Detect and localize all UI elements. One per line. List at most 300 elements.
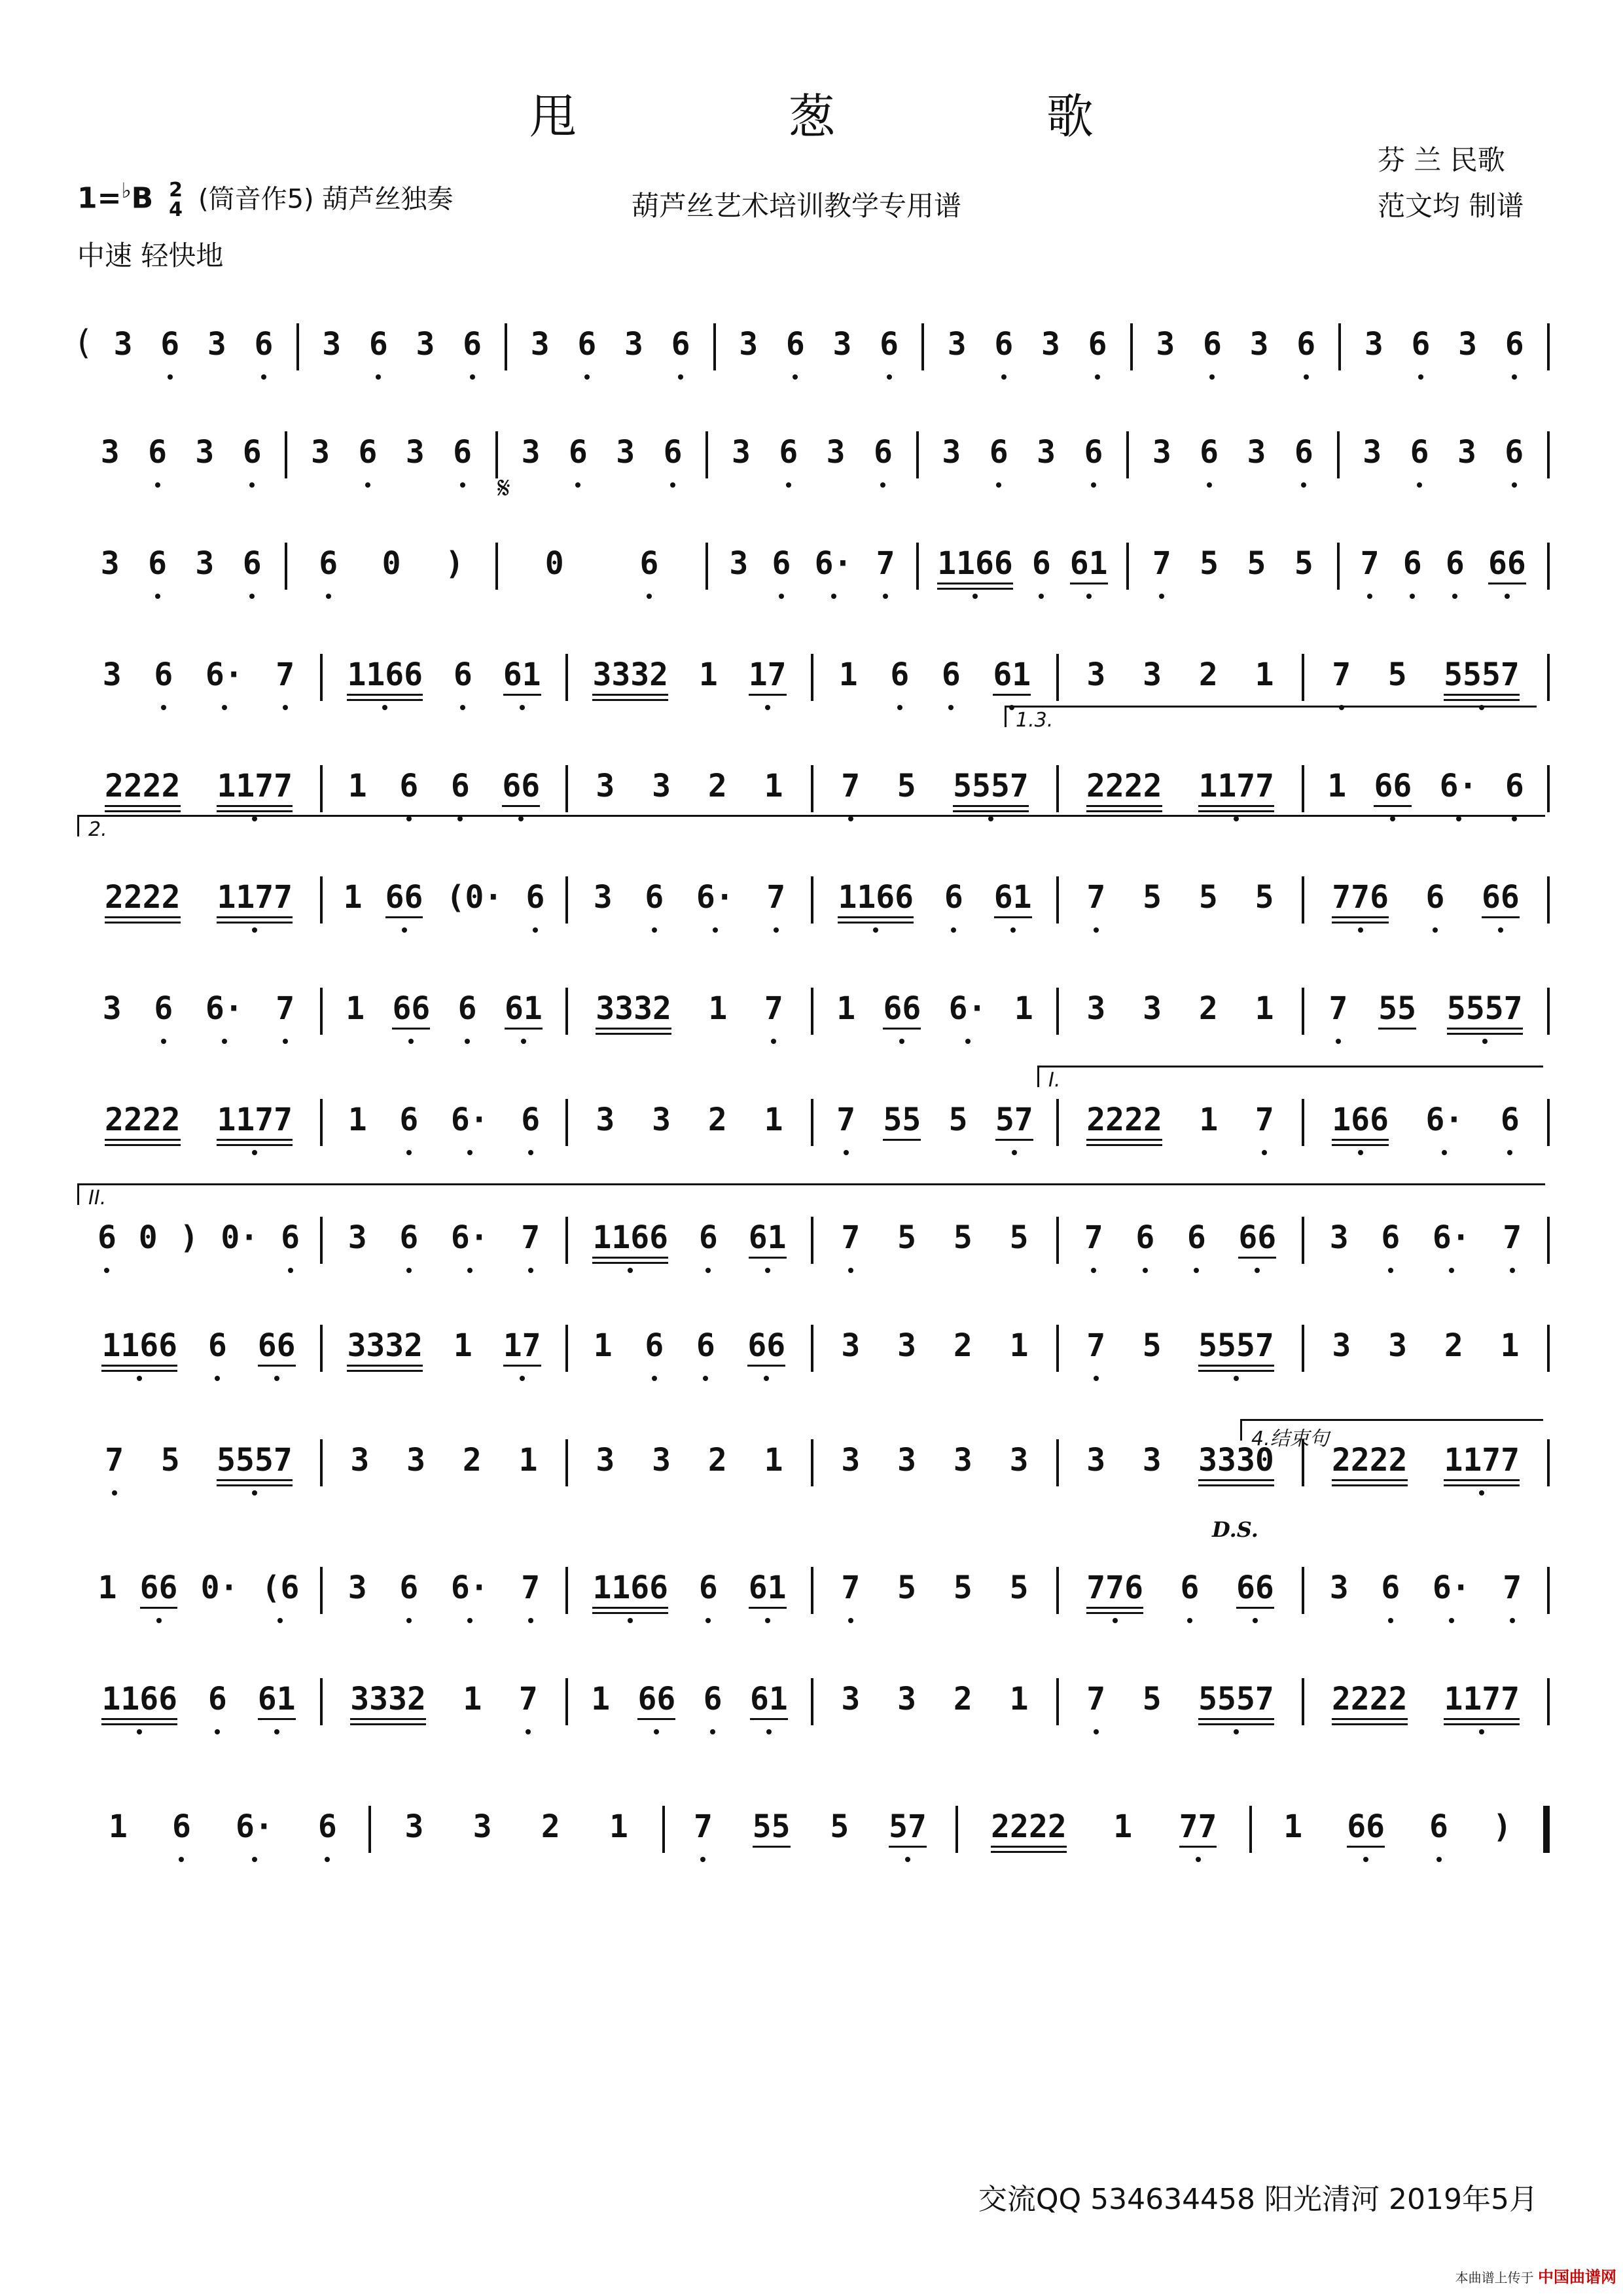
note-group: 3: [1247, 434, 1266, 471]
note-group: 66: [1347, 1808, 1385, 1862]
note-group: 6: [664, 434, 683, 488]
measure: [77, 1538, 320, 1623]
note-group: 7: [1503, 1219, 1522, 1273]
note-group: 6: [451, 768, 470, 821]
note-group: 61: [1070, 545, 1108, 599]
note-group: 3: [416, 326, 435, 363]
note-group: 66: [1482, 879, 1520, 933]
note-group: 6: [577, 326, 596, 380]
key-flat: ♭: [121, 178, 132, 203]
note-group: 6: [154, 990, 173, 1044]
note-group: 1: [346, 990, 365, 1027]
measure: [813, 1649, 1056, 1734]
note-group: 3: [1143, 990, 1162, 1027]
measure: [813, 1538, 1056, 1623]
measure: [813, 1070, 1056, 1155]
measure: [568, 1296, 811, 1381]
note-group: 7: [1086, 1327, 1105, 1381]
note-group: 6·: [1433, 1219, 1471, 1273]
note-group: 1: [764, 1442, 783, 1479]
measure: [813, 1296, 1056, 1381]
time-numerator: 2: [169, 178, 183, 202]
measure: [498, 514, 705, 599]
note-group: 3: [1249, 326, 1269, 363]
note-group: 77: [1179, 1808, 1217, 1862]
note-group: 1: [838, 656, 858, 693]
measure: [77, 403, 285, 488]
note-group: 7: [841, 1219, 860, 1273]
note-group: 61: [749, 1570, 787, 1623]
segno-mark: 𝄋: [497, 470, 510, 505]
note-group: 17: [749, 656, 787, 710]
note-group: 6: [1501, 1102, 1520, 1155]
note-group: 6·: [451, 1219, 489, 1273]
note-group: 3: [1332, 1327, 1351, 1364]
note-group: 61: [994, 879, 1032, 933]
measure: [568, 625, 811, 710]
note-group: 66: [1236, 1570, 1274, 1623]
note-group: 6: [148, 434, 167, 488]
note-group: 1177: [1198, 768, 1274, 821]
note-group: 17: [503, 1327, 541, 1381]
note-group: 3: [102, 656, 122, 693]
note-group: 55: [883, 1102, 921, 1155]
note-group: 3: [624, 326, 643, 363]
note-group: 776: [1332, 879, 1389, 933]
note-group: 5: [830, 1808, 849, 1845]
measure: [77, 848, 320, 933]
note-group: 6·: [205, 656, 243, 710]
note-group: 6: [942, 656, 961, 710]
note-group: 3: [832, 326, 852, 363]
note-group: 3: [897, 1681, 917, 1717]
note-group: 3330: [1198, 1442, 1274, 1496]
note-group: 1: [1255, 656, 1274, 693]
note-group: 66: [1374, 768, 1412, 821]
note-group: 3: [593, 879, 613, 916]
volta-4-label: 4.结束句: [1251, 1427, 1329, 1450]
score-line: [77, 723, 1550, 821]
note-group: 7: [1255, 1102, 1274, 1155]
arranger: 范文均 制谱: [1378, 190, 1524, 222]
note-group: 6: [458, 990, 477, 1044]
note-group: 1: [708, 990, 728, 1027]
note-group: 6: [399, 1219, 418, 1273]
note-group: 7: [766, 879, 785, 933]
measure: [1059, 1296, 1302, 1381]
note-group: 3: [731, 434, 751, 471]
note-group: 3: [897, 1442, 917, 1479]
time-denominator: 4: [169, 198, 183, 221]
measure: [919, 403, 1126, 488]
note-group: 6: [1187, 1219, 1206, 1273]
note-group: 3332: [350, 1681, 426, 1734]
volta-1-3: [1005, 706, 1537, 732]
note-group: 1: [98, 1570, 117, 1606]
note-group: 3: [1041, 326, 1060, 363]
note-group: 7: [521, 1570, 540, 1623]
note-group: 6·: [451, 1102, 489, 1155]
note-group: 1: [1009, 1681, 1029, 1717]
measure: [323, 1538, 565, 1623]
note-group: 0: [138, 1219, 158, 1256]
measure: [568, 848, 811, 933]
measure: [1252, 1777, 1543, 1862]
note-group: 3: [953, 1442, 972, 1479]
ds-mark: D.S.: [1212, 1517, 1258, 1542]
measure: [507, 295, 713, 380]
score-line: [77, 1636, 1550, 1734]
note-group: 1166: [592, 1570, 668, 1623]
note-group: (6: [262, 1570, 300, 1623]
note-group: 1166: [101, 1681, 177, 1734]
note-group: 61: [503, 656, 541, 710]
barline: [1547, 543, 1550, 590]
note-group: 6·: [205, 990, 243, 1044]
volta-I-label: I.: [1048, 1069, 1061, 1092]
note-group: 6: [255, 326, 274, 380]
note-group: 5557: [1198, 1327, 1274, 1381]
measure: [568, 1649, 811, 1734]
note-group: 1: [1014, 990, 1033, 1027]
volta-I: [1037, 1066, 1543, 1092]
note-group: 5: [160, 1442, 180, 1479]
measure: [568, 1070, 811, 1155]
note-group: 3: [521, 434, 541, 471]
note-group: 66: [385, 879, 423, 933]
note-group: 6: [639, 545, 658, 599]
note-group: 61: [750, 1681, 788, 1734]
note-group: 2222: [105, 768, 181, 821]
measure: [813, 848, 1056, 933]
note-group: 2: [707, 1442, 727, 1479]
note-group: 6: [671, 326, 690, 380]
note-group: 57: [889, 1808, 927, 1862]
note-group: 6: [160, 326, 179, 380]
note-group: 7: [276, 656, 294, 710]
note-group: 3: [841, 1681, 861, 1717]
measure: [813, 1410, 1056, 1496]
measure: [568, 1410, 811, 1496]
note-group: 5: [1200, 545, 1219, 582]
measure: [1059, 736, 1302, 821]
note-group: 3: [1363, 434, 1382, 471]
measure: [958, 1777, 1249, 1862]
note-group: 1: [593, 1327, 613, 1364]
barline: [1547, 654, 1550, 701]
note-group: 5557: [1198, 1681, 1274, 1734]
measure: [1304, 1538, 1547, 1623]
note-group: 1: [453, 1327, 473, 1364]
note-group: 3: [311, 434, 330, 471]
note-group: 6: [454, 656, 473, 710]
barline: [1547, 323, 1550, 370]
note-group: 3: [100, 434, 120, 471]
note-group: 6: [1088, 326, 1107, 380]
note-group: 3: [473, 1808, 492, 1845]
note-group: 1166: [937, 545, 1013, 599]
note-group: 3: [1458, 326, 1477, 363]
measure: [1340, 514, 1547, 599]
note-group: 6: [645, 1327, 664, 1381]
note-group: 7: [1361, 545, 1380, 599]
measure: [323, 625, 565, 710]
note-group: ): [445, 545, 465, 582]
note-group: (0·: [446, 879, 503, 916]
note-group: 3: [841, 1327, 861, 1364]
note-group: 1: [1113, 1808, 1133, 1845]
note-group: 2: [707, 768, 727, 804]
note-group: 1: [609, 1808, 628, 1845]
note-group: 2: [462, 1442, 482, 1479]
note-group: 1: [1500, 1327, 1520, 1364]
note-group: 7: [841, 1570, 860, 1623]
note-group: 61: [993, 656, 1031, 710]
note-group: 3332: [596, 990, 671, 1044]
note-group: 6: [1426, 879, 1445, 933]
volta-1-3-label: 1.3.: [1016, 709, 1054, 732]
note-group: 0: [544, 545, 564, 582]
note-group: 3: [530, 326, 550, 363]
note-group: 5557: [1444, 656, 1520, 710]
note-group: 6: [281, 1219, 300, 1273]
note-group: 0·: [200, 1570, 239, 1606]
measure: [323, 959, 565, 1044]
note-group: 7: [1084, 1219, 1103, 1273]
note-group: 6: [358, 434, 377, 488]
measure: [1304, 736, 1547, 821]
volta-II: [77, 1183, 1545, 1210]
note-group: 3: [348, 1219, 367, 1256]
measure: [287, 403, 495, 488]
measure: [568, 1538, 811, 1623]
note-group: 6: [1032, 545, 1051, 599]
note-group: 5: [1142, 1327, 1162, 1364]
measure: [323, 1410, 565, 1496]
note-group: 3: [652, 768, 671, 804]
note-group: 1: [1283, 1808, 1303, 1845]
note-group: 1177: [217, 879, 293, 933]
note-group: 6: [154, 656, 173, 710]
note-group: 776: [1086, 1570, 1143, 1623]
note-group: 5: [897, 1219, 917, 1256]
note-group: 3: [195, 545, 215, 582]
volta-2: [77, 815, 1545, 841]
note-group: 7: [521, 1219, 540, 1273]
volta-4: [1240, 1419, 1543, 1450]
note-group: 66: [637, 1681, 675, 1734]
note-group: 3: [826, 434, 846, 471]
note-group: 3: [1329, 1219, 1349, 1256]
note-group: 1: [109, 1808, 128, 1845]
note-group: 61: [749, 1219, 787, 1273]
note-group: 6: [399, 1102, 418, 1155]
score-line: [77, 834, 1550, 933]
note-group: 6: [779, 434, 798, 488]
measure: [1059, 1538, 1302, 1623]
note-group: 3: [405, 434, 425, 471]
note-group: 6: [1403, 545, 1422, 599]
note-group: 3: [652, 1442, 671, 1479]
note-group: 3: [1152, 434, 1171, 471]
score-line: [77, 281, 1550, 380]
note-group: 5: [897, 768, 916, 804]
note-group: 5: [953, 1570, 972, 1606]
note-group: 6: [453, 434, 472, 488]
barline: [1547, 1217, 1550, 1264]
volta-2-label: 2.: [88, 818, 107, 841]
note-group: 6: [463, 326, 482, 380]
measure: [323, 848, 565, 933]
measure: [77, 1649, 320, 1734]
barline: [1547, 431, 1550, 478]
note-group: 6·: [1433, 1570, 1471, 1623]
note-group: 5: [1142, 1681, 1162, 1717]
note-group: 6: [696, 1327, 715, 1381]
footer-credit: 交流QQ 534634458 阳光清河 2019年5月: [978, 2183, 1538, 2216]
note-group: 3: [1457, 434, 1476, 471]
measure: [1059, 625, 1302, 710]
measure: [498, 403, 705, 488]
note-group: 2: [953, 1681, 972, 1717]
note-group: 6: [369, 326, 388, 380]
note-group: 66: [1238, 1219, 1276, 1273]
note-group: 6: [786, 326, 805, 380]
barline: [1547, 876, 1550, 924]
note-group: 1: [764, 1102, 783, 1138]
note-group: 5: [1009, 1570, 1029, 1606]
note-group: 6: [526, 879, 545, 933]
note-group: 66: [1488, 545, 1526, 599]
note-group: 3: [729, 545, 749, 582]
note-group: 1: [591, 1681, 611, 1717]
note-group: 6: [208, 1327, 227, 1381]
note-group: 6: [699, 1570, 718, 1623]
note-group: 5: [948, 1102, 968, 1138]
note-group: 1166: [347, 656, 423, 710]
note-group: 1166: [101, 1327, 177, 1381]
note-group: 3: [404, 1808, 424, 1845]
note-group: 2222: [1332, 1442, 1408, 1496]
note-group: 6: [699, 1219, 718, 1273]
note-group: 3: [1156, 326, 1175, 363]
note-group: 6: [704, 1681, 722, 1734]
note-group: 3: [1329, 1570, 1349, 1606]
note-group: 6: [1296, 326, 1315, 380]
note-group: 1: [518, 1442, 538, 1479]
note-group: 6: [874, 434, 893, 488]
note-group: 6·: [696, 879, 734, 933]
note-group: 1: [1255, 990, 1274, 1027]
note-group: 3: [102, 990, 122, 1027]
note-group: 3: [1086, 990, 1106, 1027]
note-group: 6·: [1426, 1102, 1464, 1155]
note-group: 2222: [1086, 1102, 1162, 1155]
note-group: 7: [1332, 656, 1351, 710]
note-group: 5: [1143, 879, 1162, 916]
fingering-note: (筒音作5) 葫芦丝独奏: [198, 184, 454, 215]
note-group: 6: [1203, 326, 1222, 380]
note-group: 7: [276, 990, 294, 1044]
measure: [1304, 1649, 1547, 1734]
measure: [77, 1410, 320, 1496]
note-group: 6: [890, 656, 909, 710]
note-group: 6: [1505, 768, 1524, 821]
barline: [1547, 1567, 1550, 1614]
barline: [1547, 765, 1550, 812]
note-group: 3: [1364, 326, 1383, 363]
measure: [77, 1296, 320, 1381]
note-group: 1166: [838, 879, 914, 933]
note-group: 6: [1084, 434, 1103, 488]
note-group: 5: [1247, 545, 1266, 582]
note-group: 6: [521, 1102, 540, 1155]
note-group: 3: [195, 434, 215, 471]
note-group: 6: [569, 434, 588, 488]
note-group: 7: [105, 1442, 124, 1496]
note-group: 6: [1505, 434, 1524, 488]
note-group: 2: [1198, 990, 1218, 1027]
score-line: [77, 946, 1550, 1044]
note-group: 6·: [949, 990, 987, 1044]
volta-II-label: II.: [88, 1187, 107, 1210]
note-group: 3: [113, 326, 133, 363]
note-group: 3: [947, 326, 967, 363]
note-group: 2222: [1086, 768, 1162, 821]
note-group: 3: [406, 1442, 426, 1479]
note-group: 3: [897, 1327, 917, 1364]
note-group: 55: [753, 1808, 791, 1862]
note-group: 7: [876, 545, 895, 599]
note-group: 7: [1503, 1570, 1522, 1623]
note-group: 2: [953, 1327, 972, 1364]
note-group: 5: [1009, 1219, 1029, 1256]
origin: 芬 兰 民歌: [1378, 144, 1505, 176]
note-group: 6: [994, 326, 1013, 380]
note-group: 6: [1200, 434, 1219, 488]
note-group: 3: [596, 1442, 615, 1479]
note-group: 6: [1294, 434, 1313, 488]
note-group: 166: [1332, 1102, 1389, 1155]
note-group: 6: [880, 326, 899, 380]
measure: [77, 625, 320, 710]
note-group: 6·: [451, 1570, 489, 1623]
note-group: 66: [258, 1327, 296, 1381]
note-group: 1: [1009, 1327, 1029, 1364]
measure: [919, 514, 1126, 599]
open-paren: (: [77, 323, 91, 363]
note-group: 3: [348, 1570, 367, 1606]
tempo-marking: 中速 轻快地: [77, 240, 224, 272]
measure: [1129, 514, 1336, 599]
note-group: 1: [348, 1102, 367, 1138]
note-group: 2: [707, 1102, 727, 1138]
note-group: 1: [343, 879, 363, 916]
note-group: 7: [1152, 545, 1171, 599]
note-group: 61: [258, 1681, 296, 1734]
measure: [77, 514, 285, 599]
barline: [1547, 1325, 1550, 1372]
measure: [708, 403, 916, 488]
note-group: 6: [1446, 545, 1465, 599]
note-group: 3: [616, 434, 635, 471]
note-group: 6: [772, 545, 791, 599]
score-line: [77, 501, 1550, 599]
measure: [1340, 403, 1547, 488]
measure: [708, 514, 916, 599]
note-group: 3: [1037, 434, 1056, 471]
barline: [1547, 1099, 1550, 1146]
